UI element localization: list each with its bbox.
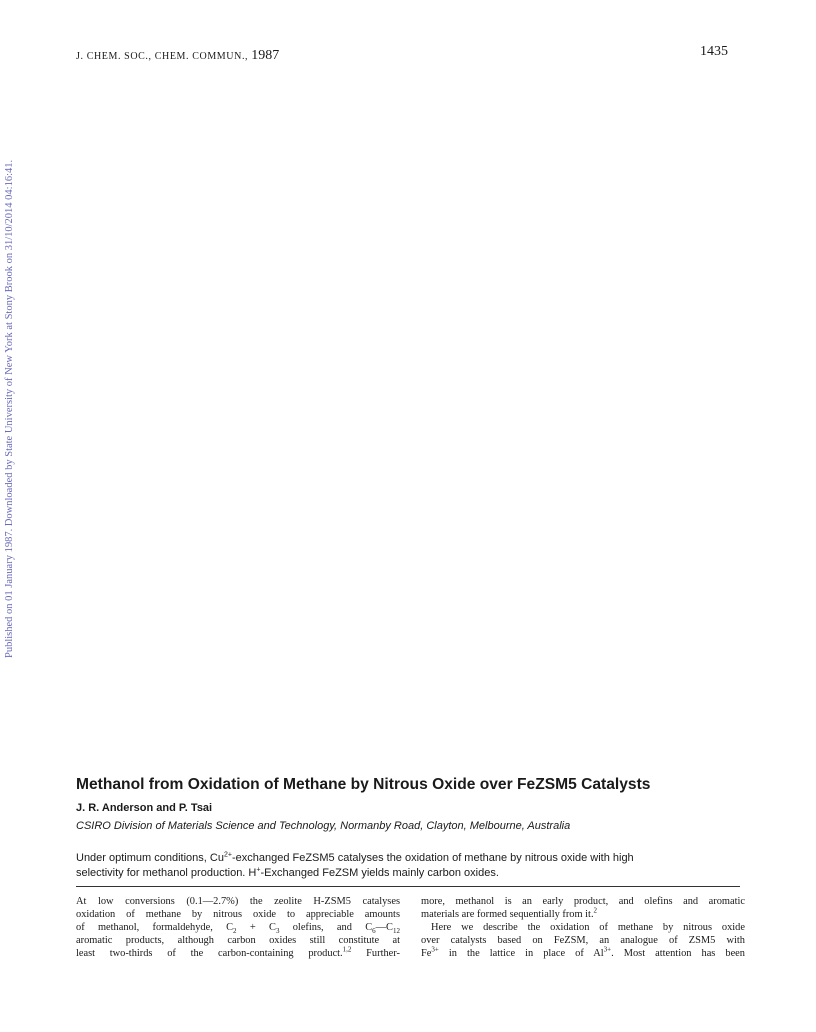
body-column-left xyxy=(76,896,400,961)
abstract-line: selectivity for methanol production. H+-Exchanged FeZSM yields mainly carbon oxides. xyxy=(76,865,499,879)
journal-name: J. CHEM. SOC., CHEM. COMMUN., xyxy=(76,51,249,62)
body-line: $Fe^{3+}$ in the lattice in place of $Al^{3+}$. Most attention has been xyxy=(421,945,745,959)
body-line: over catalysts based on FeZSM, an analogue of ZSM5 with xyxy=(421,934,745,946)
article-title: Methanol from Oxidation of Methane by Nitrous Oxide over FeZSM5 Catalysts xyxy=(76,776,651,793)
article-affiliation: CSIRO Division of Materials Science and Technology, Normanby Road, Clayton, Melbourne, Australia xyxy=(76,820,571,832)
body-line: materials are formed sequentially from it.$^2$ xyxy=(421,906,598,920)
page-number: 1435 xyxy=(700,44,728,59)
body-line: Here we describe the oxidation of methane by nitrous oxide xyxy=(431,921,745,933)
body-line: aromatic products, although carbon oxides still constitute at xyxy=(76,934,400,946)
journal-year: 1987 xyxy=(251,48,280,63)
download-notice: Published on 01 January 1987. Downloaded by State University of New York at Stony Brook on 31/10/2014 04:16:41. xyxy=(4,159,15,658)
abstract-line: Under optimum conditions, $Cu^{2+}$-exchanged FeZSM5 catalyses the oxidation of methane by nitrous oxide with high xyxy=(76,851,634,864)
body-line: At low conversions (0.1—2.7%) the zeolite H-ZSM5 catalyses xyxy=(76,896,400,907)
body-column-right xyxy=(421,896,745,961)
running-head xyxy=(76,48,279,64)
body-line: oxidation of methane by nitrous oxide to appreciable amounts xyxy=(76,908,400,920)
body-line: of methanol, formaldehyde, $C_2 + C_3$ olefins, and $C_6—C_{12}$ xyxy=(76,921,400,935)
article-authors: J. R. Anderson and P. Tsai xyxy=(76,802,213,814)
body-line: least two-thirds of the carbon-containing product.$^{1,2}$ Further- xyxy=(76,945,400,959)
abstract xyxy=(76,851,740,880)
section-divider xyxy=(76,886,740,887)
body-line: more, methanol is an early product, and olefins and aromatic xyxy=(421,896,745,907)
